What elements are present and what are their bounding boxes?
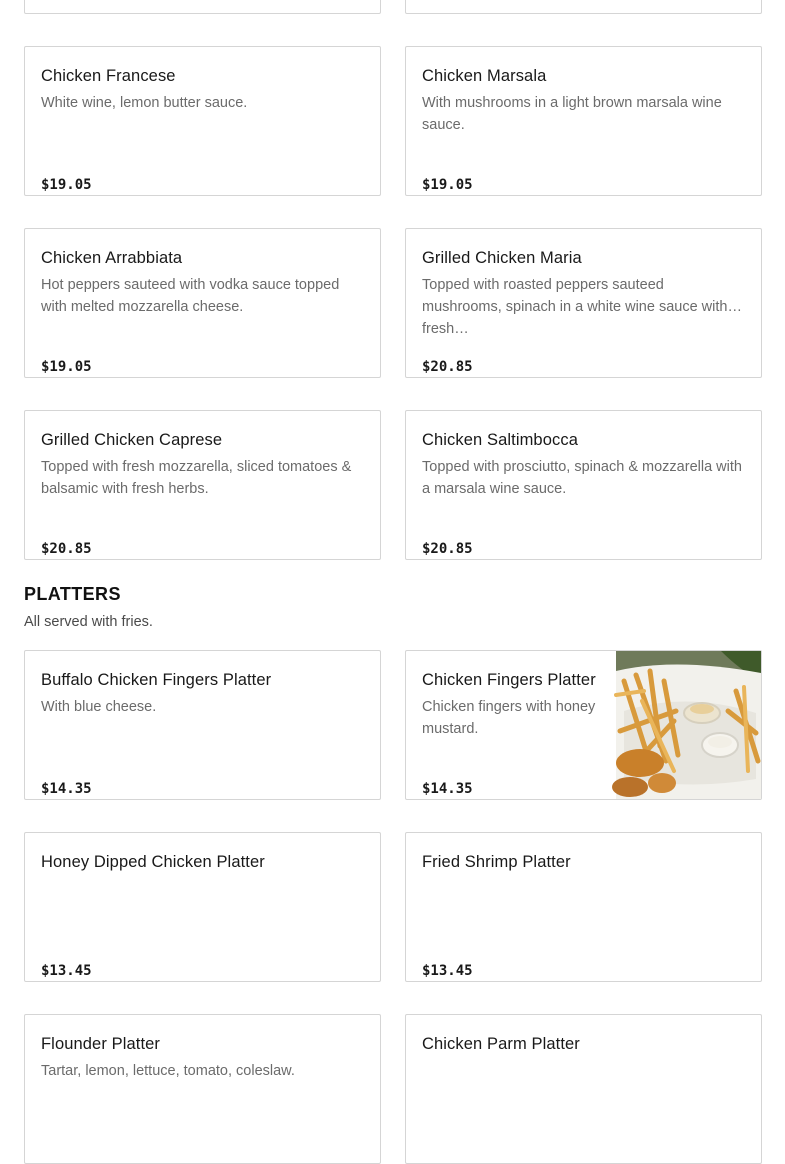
menu-item-card[interactable] — [405, 832, 762, 982]
item-name: Chicken Fingers Platter — [422, 671, 596, 689]
item-description: Hot peppers sauteed with vodka sauce topped with melted mozzarella cheese. — [41, 277, 340, 315]
menu-item-card[interactable] — [24, 0, 381, 14]
item-description: Chicken fingers with honey mustard. — [422, 699, 596, 737]
section-subtitle: All served with fries. — [24, 614, 153, 630]
item-price: $20.85 — [41, 541, 92, 557]
item-price: $19.05 — [41, 177, 92, 193]
menu-item-card[interactable] — [405, 410, 762, 560]
item-name: Fried Shrimp Platter — [422, 853, 571, 871]
item-price: $13.45 — [422, 963, 473, 979]
item-name: Chicken Marsala — [422, 67, 547, 85]
item-price: $20.85 — [422, 541, 473, 557]
item-price: $20.85 — [422, 359, 473, 375]
item-description: White wine, lemon butter sauce. — [41, 95, 248, 111]
item-name: Grilled Chicken Caprese — [41, 431, 223, 449]
item-description: With mushrooms in a light brown marsala wine sauce. — [422, 95, 722, 133]
menu-item-card[interactable] — [24, 410, 381, 560]
item-name: Chicken Parm Platter — [422, 1035, 580, 1053]
item-description: With blue cheese. — [41, 699, 157, 715]
item-name: Chicken Francese — [41, 67, 176, 85]
item-description: Topped with prosciutto, spinach & mozzarella with a marsala wine sauce. — [422, 459, 742, 497]
item-description: Tartar, lemon, lettuce, tomato, coleslaw. — [41, 1063, 295, 1079]
item-name: Chicken Saltimbocca — [422, 431, 578, 449]
menu-item-card[interactable] — [405, 650, 762, 800]
item-description: Topped with roasted peppers sauteed mushrooms, spinach in a white wine sauce with fresh… — [422, 277, 728, 337]
menu-item-card[interactable] — [405, 228, 762, 378]
item-price: $13.45 — [41, 963, 92, 979]
item-price: $19.05 — [41, 359, 92, 375]
menu-item-card[interactable] — [24, 46, 381, 196]
item-name: Honey Dipped Chicken Platter — [41, 853, 265, 871]
menu-item-card[interactable] — [405, 46, 762, 196]
item-name: Buffalo Chicken Fingers Platter — [41, 671, 272, 689]
chicken-fingers-photo — [616, 651, 761, 799]
menu-item-card[interactable] — [24, 832, 381, 982]
item-name: Chicken Arrabbiata — [41, 249, 183, 267]
section-title: PLATTERS — [24, 584, 121, 604]
item-price: $14.35 — [41, 781, 92, 797]
item-name: Grilled Chicken Maria — [422, 249, 582, 267]
menu-item-card[interactable] — [24, 1014, 381, 1164]
item-price: $14.35 — [422, 781, 473, 797]
menu-item-card[interactable] — [24, 650, 381, 800]
item-description: Topped with fresh mozzarella, sliced tomatoes & balsamic with fresh herbs. — [41, 459, 352, 497]
menu-item-card[interactable] — [405, 1014, 762, 1164]
menu-item-card[interactable] — [405, 0, 762, 14]
menu-item-card[interactable] — [24, 228, 381, 378]
item-price: $19.05 — [422, 177, 473, 193]
item-name: Flounder Platter — [41, 1035, 160, 1053]
